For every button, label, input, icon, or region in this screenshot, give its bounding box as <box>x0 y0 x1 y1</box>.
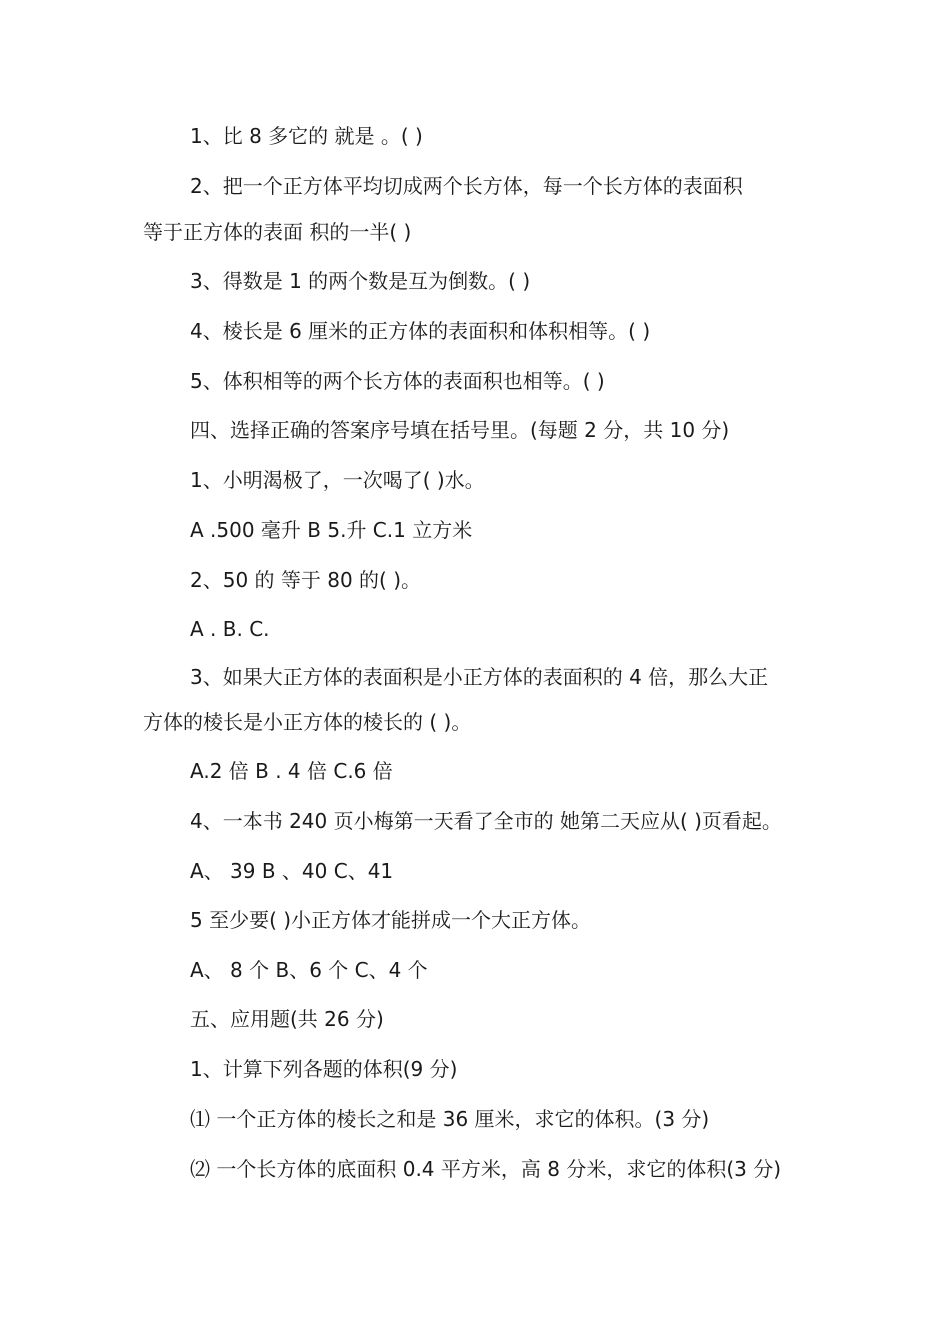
section-heading: 四、选择正确的答案序号填在括号里。(每题 2 分，共 10 分) <box>190 418 730 442</box>
answer-options: A、 8 个 B、6 个 C、4 个 <box>190 958 428 982</box>
question-text: 3、得数是 1 的两个数是互为倒数。( ) <box>190 269 531 293</box>
question-text-continuation: 方体的棱长是小正方体的棱长的 ( )。 <box>143 710 472 734</box>
question-text: 4、棱长是 6 厘米的正方体的表面积和体积相等。( ) <box>190 319 651 343</box>
question-text: 2、50 的 等于 80 的( )。 <box>190 568 422 592</box>
answer-options: A、 39 B 、40 C、41 <box>190 859 394 883</box>
answer-options: A .500 毫升 B 5.升 C.1 立方米 <box>190 518 473 542</box>
question-text: 1、小明渴极了，一次喝了( )水。 <box>190 468 485 492</box>
question-text: 4、一本书 240 页小梅第一天看了全市的 她第二天应从( )页看起。 <box>190 809 782 833</box>
answer-options: A . B. C. <box>190 617 270 641</box>
question-text: ⑴ 一个正方体的棱长之和是 36 厘米，求它的体积。(3 分) <box>190 1107 710 1131</box>
question-text: 2、把一个正方体平均切成两个长方体，每一个长方体的表面积 <box>190 174 743 198</box>
question-text: 3、如果大正方体的表面积是小正方体的表面积的 4 倍，那么大正 <box>190 665 769 689</box>
question-text: 1、比 8 多它的 就是 。( ) <box>190 124 423 148</box>
question-text-continuation: 等于正方体的表面 积的一半( ) <box>143 220 412 244</box>
question-text: 5、体积相等的两个长方体的表面积也相等。( ) <box>190 369 605 393</box>
answer-options: A.2 倍 B . 4 倍 C.6 倍 <box>190 759 393 783</box>
question-text: 5 至少要( )小正方体才能拼成一个大正方体。 <box>190 908 592 932</box>
question-text: ⑵ 一个长方体的底面积 0.4 平方米，高 8 分米，求它的体积(3 分) <box>190 1157 782 1181</box>
section-heading: 五、应用题(共 26 分) <box>190 1007 384 1031</box>
question-text: 1、计算下列各题的体积(9 分) <box>190 1057 458 1081</box>
